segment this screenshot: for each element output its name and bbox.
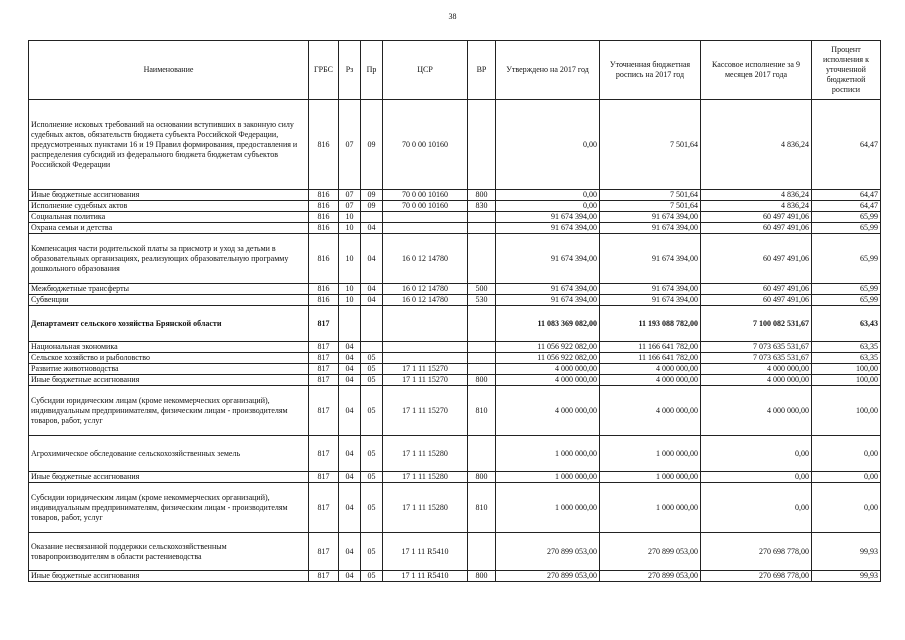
row-rz: 04 [339, 483, 361, 533]
row-percent: 63,35 [812, 353, 881, 364]
table-row [29, 284, 881, 295]
row-grbs: 817 [309, 342, 339, 353]
table-row [29, 436, 881, 472]
row-refined: 1 000 000,00 [600, 472, 701, 483]
row-vr: 810 [468, 483, 496, 533]
row-vr [468, 364, 496, 375]
row-cash: 60 497 491,06 [701, 212, 812, 223]
row-pr: 05 [361, 472, 383, 483]
row-grbs: 816 [309, 190, 339, 201]
row-name: Иные бюджетные ассигнования [29, 190, 309, 201]
row-vr [468, 234, 496, 284]
row-name: Субсидии юридическим лицам (кроме некоммерческих организаций), индивидуальным предпринимателям, физическим лицам - производителям товаров, работ, услуг [29, 386, 309, 436]
row-name: Компенсация части родительской платы за присмотр и уход за детьми в образовательных организациях, реализующих образовательную программу дошкольного образования [29, 234, 309, 284]
row-rz: 10 [339, 223, 361, 234]
row-csr: 17 1 11 15270 [383, 364, 468, 375]
row-approved: 91 674 394,00 [496, 223, 600, 234]
row-csr: 70 0 00 10160 [383, 201, 468, 212]
row-vr: 800 [468, 190, 496, 201]
page-number: 38 [448, 12, 457, 21]
row-percent: 99,93 [812, 571, 881, 582]
row-rz: 07 [339, 190, 361, 201]
col-header-grbs: ГРБС [309, 41, 339, 100]
row-refined: 91 674 394,00 [600, 223, 701, 234]
table-row [29, 472, 881, 483]
row-name: Департамент сельского хозяйства Брянской области [29, 306, 309, 342]
row-pr: 04 [361, 223, 383, 234]
row-pr [361, 342, 383, 353]
row-vr [468, 212, 496, 223]
row-cash: 4 000 000,00 [701, 386, 812, 436]
row-approved: 11 083 369 082,00 [496, 306, 600, 342]
row-approved: 91 674 394,00 [496, 234, 600, 284]
table-row [29, 483, 881, 533]
row-grbs: 817 [309, 386, 339, 436]
col-header-approved: Утверждено на 2017 год [496, 41, 600, 100]
row-cash: 60 497 491,06 [701, 295, 812, 306]
row-rz: 04 [339, 364, 361, 375]
col-header-refined: Уточненная бюджетная роспись на 2017 год [600, 41, 701, 100]
row-grbs: 817 [309, 436, 339, 472]
col-header-cash: Кассовое исполнение за 9 месяцев 2017 года [701, 41, 812, 100]
row-percent: 0,00 [812, 483, 881, 533]
row-approved: 1 000 000,00 [496, 483, 600, 533]
row-csr: 17 1 11 15280 [383, 483, 468, 533]
row-name: Агрохимическое обследование сельскохозяйственных земель [29, 436, 309, 472]
row-refined: 7 501,64 [600, 201, 701, 212]
row-cash: 7 073 635 531,67 [701, 353, 812, 364]
row-grbs: 817 [309, 571, 339, 582]
row-approved: 270 899 053,00 [496, 533, 600, 571]
row-pr [361, 306, 383, 342]
row-approved: 0,00 [496, 190, 600, 201]
row-percent: 64,47 [812, 190, 881, 201]
row-name: Сельское хозяйство и рыболовство [29, 353, 309, 364]
row-rz: 10 [339, 295, 361, 306]
table-row [29, 571, 881, 582]
row-refined: 4 000 000,00 [600, 386, 701, 436]
row-csr [383, 353, 468, 364]
row-rz: 04 [339, 472, 361, 483]
row-pr: 05 [361, 436, 383, 472]
row-grbs: 816 [309, 100, 339, 190]
row-refined: 91 674 394,00 [600, 234, 701, 284]
row-csr: 16 0 12 14780 [383, 234, 468, 284]
row-pr: 04 [361, 234, 383, 284]
row-cash: 0,00 [701, 436, 812, 472]
row-rz: 10 [339, 284, 361, 295]
row-cash: 4 836,24 [701, 190, 812, 201]
row-grbs: 817 [309, 364, 339, 375]
row-approved: 91 674 394,00 [496, 295, 600, 306]
row-percent: 100,00 [812, 386, 881, 436]
row-approved: 1 000 000,00 [496, 436, 600, 472]
col-header-rz: Рз [339, 41, 361, 100]
row-approved: 4 000 000,00 [496, 375, 600, 386]
row-name: Социальная политика [29, 212, 309, 223]
row-approved: 0,00 [496, 100, 600, 190]
row-vr: 530 [468, 295, 496, 306]
row-refined: 7 501,64 [600, 100, 701, 190]
row-cash: 60 497 491,06 [701, 223, 812, 234]
row-csr: 17 1 11 15280 [383, 436, 468, 472]
table-row [29, 190, 881, 201]
row-approved: 1 000 000,00 [496, 472, 600, 483]
row-pr: 05 [361, 571, 383, 582]
row-percent: 99,93 [812, 533, 881, 571]
row-approved: 11 056 922 082,00 [496, 342, 600, 353]
row-approved: 4 000 000,00 [496, 364, 600, 375]
row-approved: 270 899 053,00 [496, 571, 600, 582]
table-row [29, 223, 881, 234]
row-cash: 60 497 491,06 [701, 234, 812, 284]
row-pr: 04 [361, 295, 383, 306]
row-approved: 0,00 [496, 201, 600, 212]
row-percent: 64,47 [812, 201, 881, 212]
row-vr [468, 436, 496, 472]
table-row [29, 100, 881, 190]
row-name: Оказание несвязанной поддержки сельскохозяйственным товаропроизводителям в области растениеводства [29, 533, 309, 571]
row-refined: 7 501,64 [600, 190, 701, 201]
row-name: Национальная экономика [29, 342, 309, 353]
row-refined: 1 000 000,00 [600, 436, 701, 472]
row-pr: 04 [361, 284, 383, 295]
row-pr: 05 [361, 353, 383, 364]
row-cash: 7 073 635 531,67 [701, 342, 812, 353]
row-cash: 60 497 491,06 [701, 284, 812, 295]
row-grbs: 817 [309, 375, 339, 386]
row-rz: 04 [339, 436, 361, 472]
row-rz: 04 [339, 386, 361, 436]
row-pr: 09 [361, 190, 383, 201]
row-percent: 64,47 [812, 100, 881, 190]
row-refined: 91 674 394,00 [600, 295, 701, 306]
row-csr [383, 223, 468, 234]
row-percent: 65,99 [812, 234, 881, 284]
row-rz: 10 [339, 212, 361, 223]
row-pr: 05 [361, 483, 383, 533]
row-cash: 270 698 778,00 [701, 571, 812, 582]
row-rz: 07 [339, 100, 361, 190]
row-rz [339, 306, 361, 342]
row-name: Иные бюджетные ассигнования [29, 375, 309, 386]
row-refined: 4 000 000,00 [600, 375, 701, 386]
row-grbs: 817 [309, 483, 339, 533]
row-grbs: 817 [309, 306, 339, 342]
table-row [29, 375, 881, 386]
table-row [29, 201, 881, 212]
row-refined: 91 674 394,00 [600, 284, 701, 295]
row-grbs: 816 [309, 223, 339, 234]
row-vr: 830 [468, 201, 496, 212]
row-name: Охрана семьи и детства [29, 223, 309, 234]
row-vr: 800 [468, 472, 496, 483]
row-csr: 70 0 00 10160 [383, 100, 468, 190]
row-percent: 63,43 [812, 306, 881, 342]
row-refined: 91 674 394,00 [600, 212, 701, 223]
row-pr [361, 212, 383, 223]
row-vr [468, 533, 496, 571]
row-approved: 11 056 922 082,00 [496, 353, 600, 364]
row-vr [468, 306, 496, 342]
row-name: Иные бюджетные ассигнования [29, 472, 309, 483]
table-row [29, 364, 881, 375]
row-csr [383, 342, 468, 353]
row-name: Субсидии юридическим лицам (кроме некоммерческих организаций), индивидуальным предпринимателям, физическим лицам - производителям товаров, работ, услуг [29, 483, 309, 533]
table-row [29, 212, 881, 223]
table-row [29, 342, 881, 353]
row-percent: 65,99 [812, 284, 881, 295]
table-row [29, 306, 881, 342]
row-percent: 0,00 [812, 436, 881, 472]
row-vr: 810 [468, 386, 496, 436]
row-pr: 05 [361, 364, 383, 375]
table-header-row [29, 41, 881, 100]
row-percent: 65,99 [812, 212, 881, 223]
row-grbs: 817 [309, 353, 339, 364]
row-csr: 17 1 11 R5410 [383, 533, 468, 571]
row-cash: 4 000 000,00 [701, 375, 812, 386]
row-csr: 16 0 12 14780 [383, 284, 468, 295]
row-pr: 05 [361, 386, 383, 436]
row-grbs: 816 [309, 295, 339, 306]
col-header-vr: ВР [468, 41, 496, 100]
table-body [29, 100, 881, 582]
row-vr [468, 342, 496, 353]
row-csr: 17 1 11 R5410 [383, 571, 468, 582]
row-rz: 04 [339, 375, 361, 386]
row-csr: 17 1 11 15280 [383, 472, 468, 483]
row-refined: 11 166 641 782,00 [600, 342, 701, 353]
row-csr [383, 212, 468, 223]
row-pr: 09 [361, 201, 383, 212]
row-refined: 4 000 000,00 [600, 364, 701, 375]
row-rz: 04 [339, 533, 361, 571]
table-row [29, 234, 881, 284]
row-refined: 11 193 088 782,00 [600, 306, 701, 342]
row-vr: 800 [468, 571, 496, 582]
row-grbs: 817 [309, 533, 339, 571]
row-name: Субвенции [29, 295, 309, 306]
row-refined: 11 166 641 782,00 [600, 353, 701, 364]
col-header-percent: Процент исполнения к уточненной бюджетной росписи [812, 41, 881, 100]
row-vr: 500 [468, 284, 496, 295]
row-name: Исполнение исковых требований на основании вступивших в законную силу судебных актов, обязательств бюджета субъекта Российской Федерации, предусмотренных пунктами 16 и 19 Правил формирования, предоставления и распределения субсидий из федерального бюджета бюджетам субъектов Российской Федерации [29, 100, 309, 190]
row-vr [468, 223, 496, 234]
row-cash: 270 698 778,00 [701, 533, 812, 571]
row-csr: 70 0 00 10160 [383, 190, 468, 201]
table-row [29, 295, 881, 306]
row-refined: 270 899 053,00 [600, 571, 701, 582]
row-percent: 65,99 [812, 295, 881, 306]
row-rz: 07 [339, 201, 361, 212]
row-approved: 4 000 000,00 [496, 386, 600, 436]
budget-execution-table [28, 40, 881, 582]
row-approved: 91 674 394,00 [496, 212, 600, 223]
row-csr: 17 1 11 15270 [383, 386, 468, 436]
row-rz: 04 [339, 571, 361, 582]
row-pr: 09 [361, 100, 383, 190]
col-header-csr: ЦСР [383, 41, 468, 100]
row-approved: 91 674 394,00 [496, 284, 600, 295]
row-cash: 4 000 000,00 [701, 364, 812, 375]
row-cash: 0,00 [701, 472, 812, 483]
row-vr [468, 100, 496, 190]
row-csr: 17 1 11 15270 [383, 375, 468, 386]
row-grbs: 816 [309, 234, 339, 284]
row-rz: 04 [339, 353, 361, 364]
row-grbs: 816 [309, 284, 339, 295]
col-header-name: Наименование [29, 41, 309, 100]
row-name: Иные бюджетные ассигнования [29, 571, 309, 582]
row-rz: 10 [339, 234, 361, 284]
row-grbs: 817 [309, 472, 339, 483]
row-percent: 63,35 [812, 342, 881, 353]
table-row [29, 533, 881, 571]
row-csr: 16 0 12 14780 [383, 295, 468, 306]
col-header-pr: Пр [361, 41, 383, 100]
row-name: Межбюджетные трансферты [29, 284, 309, 295]
row-percent: 65,99 [812, 223, 881, 234]
row-grbs: 816 [309, 212, 339, 223]
table-row [29, 353, 881, 364]
row-pr: 05 [361, 533, 383, 571]
row-cash: 7 100 082 531,67 [701, 306, 812, 342]
row-refined: 270 899 053,00 [600, 533, 701, 571]
row-name: Исполнение судебных актов [29, 201, 309, 212]
row-pr: 05 [361, 375, 383, 386]
row-vr: 800 [468, 375, 496, 386]
row-percent: 0,00 [812, 472, 881, 483]
row-vr [468, 353, 496, 364]
row-percent: 100,00 [812, 364, 881, 375]
row-refined: 1 000 000,00 [600, 483, 701, 533]
row-name: Развитие животноводства [29, 364, 309, 375]
row-rz: 04 [339, 342, 361, 353]
row-cash: 4 836,24 [701, 100, 812, 190]
row-cash: 0,00 [701, 483, 812, 533]
table-row [29, 386, 881, 436]
row-percent: 100,00 [812, 375, 881, 386]
row-cash: 4 836,24 [701, 201, 812, 212]
row-grbs: 816 [309, 201, 339, 212]
row-csr [383, 306, 468, 342]
